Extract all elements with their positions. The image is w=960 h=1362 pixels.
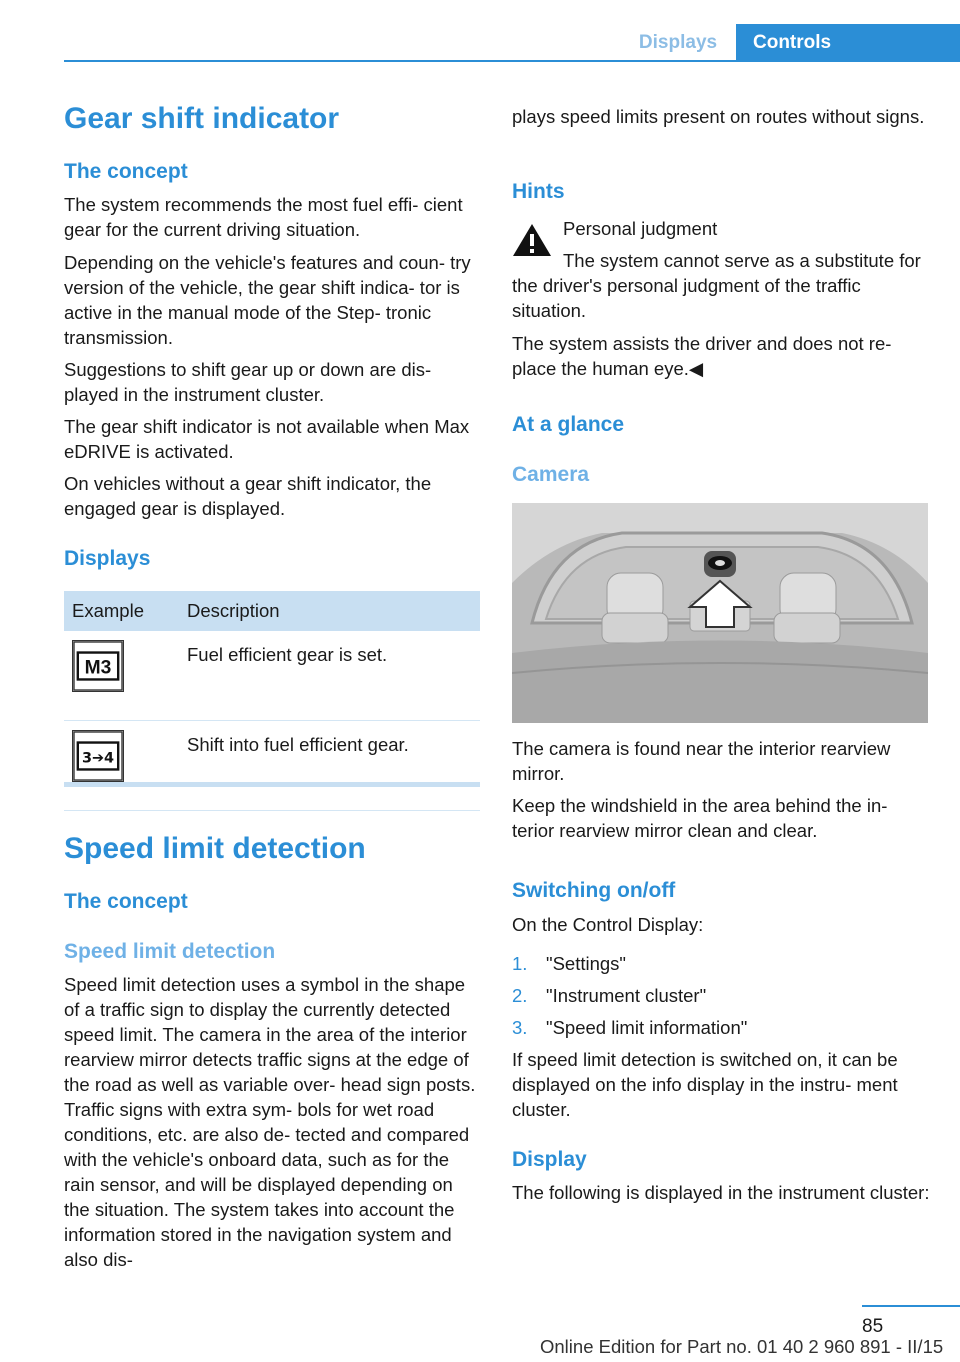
paragraph-camera-location: The camera is found near the interior rearview mirror.	[512, 738, 891, 784]
list-item-text: "Settings"	[546, 953, 626, 974]
list-item-number: 2.	[512, 985, 528, 1006]
table-row	[64, 631, 480, 721]
column-header-description: Description	[179, 591, 480, 631]
description-cell: Shift into fuel efficient gear.	[179, 721, 480, 811]
page-number: 85	[862, 1316, 884, 1337]
paragraph-windshield: Keep the windshield in the area behind the in‐ terior rearview mirror clean and clear.	[512, 795, 888, 841]
list-item	[512, 1014, 747, 1046]
heading-display: Display	[512, 1148, 587, 1171]
table-header-row	[64, 591, 480, 631]
paragraph-vehicle-features: Depending on the vehicle's features and coun‐ try version of the vehicle, the gear shift indica‐ tor is active in the manual mode of the Step‐ tronic transmission.	[64, 252, 471, 348]
heading-gear-shift-indicator: Gear shift indicator	[64, 102, 340, 135]
paragraph-continuation: plays speed limits present on routes without signs.	[512, 106, 925, 127]
paragraph-control-display: On the Control Display:	[512, 914, 704, 935]
subheading-speed-limit-detection: Speed limit detection	[64, 940, 276, 963]
example-cell	[64, 631, 179, 721]
list-item-text: "Speed limit information"	[546, 1017, 748, 1038]
tab-controls[interactable]: Controls	[736, 24, 960, 62]
gear-m3-label: M3	[84, 657, 112, 679]
table-row	[64, 721, 480, 811]
paragraph-suggestions: Suggestions to shift gear up or down are dis‐ played in the instrument cluster.	[64, 359, 432, 405]
example-cell	[64, 721, 179, 811]
heading-at-a-glance: At a glance	[512, 413, 625, 436]
paragraph-assist: The system assists the driver and does not re‐ place the human eye.◀	[512, 333, 892, 379]
tab-displays[interactable]: Displays	[638, 32, 718, 53]
warning-triangle-icon	[512, 222, 552, 258]
edition-note: Online Edition for Part no. 01 40 2 960 891 - II/15	[540, 1336, 944, 1357]
list-item-number: 1.	[512, 953, 528, 974]
paragraph-max-edrive: The gear shift indicator is not available when Max eDRIVE is activated.	[64, 416, 470, 462]
subheading-camera: Camera	[512, 463, 590, 486]
gear-shift-up-icon	[72, 730, 124, 782]
list-item	[512, 950, 747, 982]
heading-switching-on-off: Switching on/off	[512, 879, 676, 902]
heading-concept-2: The concept	[64, 890, 188, 913]
heading-hints: Hints	[512, 180, 565, 203]
gear-shift-label: 3➔4	[81, 750, 115, 767]
heading-concept: The concept	[64, 160, 188, 183]
paragraph-engaged-gear: On vehicles without a gear shift indicator, the engaged gear is displayed.	[64, 473, 432, 519]
description-cell: Fuel efficient gear is set.	[179, 631, 480, 721]
paragraph-info-display: If speed limit detection is switched on, it can be displayed on the info display in the instru‐ ment cluster.	[512, 1049, 898, 1120]
gear-indicator-table	[64, 591, 480, 811]
heading-displays: Displays	[64, 547, 151, 570]
camera-location-illustration	[512, 503, 928, 723]
warning-title: Personal judgment	[563, 218, 718, 239]
table-bottom-rule	[64, 782, 480, 787]
heading-speed-limit-detection: Speed limit detection	[64, 832, 366, 865]
list-item	[512, 982, 747, 1014]
column-header-example: Example	[64, 591, 179, 631]
gear-m3-icon	[72, 640, 124, 692]
footer-rule	[862, 1305, 960, 1307]
paragraph-fuel-gear: The system recommends the most fuel effi‐ cient gear for the current driving situation.	[64, 194, 463, 240]
settings-steps-list	[512, 950, 747, 1046]
warning-text: The system cannot serve as a substitute for the driver's personal judgment of the traffic situation.	[512, 250, 921, 321]
list-item-number: 3.	[512, 1017, 528, 1038]
list-item-text: "Instrument cluster"	[546, 985, 707, 1006]
page-header	[0, 0, 960, 64]
header-rule	[64, 60, 960, 62]
paragraph-speed-limit-detection: Speed limit detection uses a symbol in the shape of a traffic sign to display the currently detected speed limit. The camera in the area of the interior rearview mirror detects traffic signs at the edge of the road as well as variable over‐ head sign posts. Traffic signs with extra sym‐ bols for wet road conditions, etc. are also de‐ tected and compared with the vehicle's onboard data, such as for the rain sensor, and will be displayed depending on the situation. The system takes into account the information stored in the navigation system and also dis‐	[64, 974, 476, 1270]
paragraph-following: The following is displayed in the instrument cluster:	[512, 1182, 930, 1203]
